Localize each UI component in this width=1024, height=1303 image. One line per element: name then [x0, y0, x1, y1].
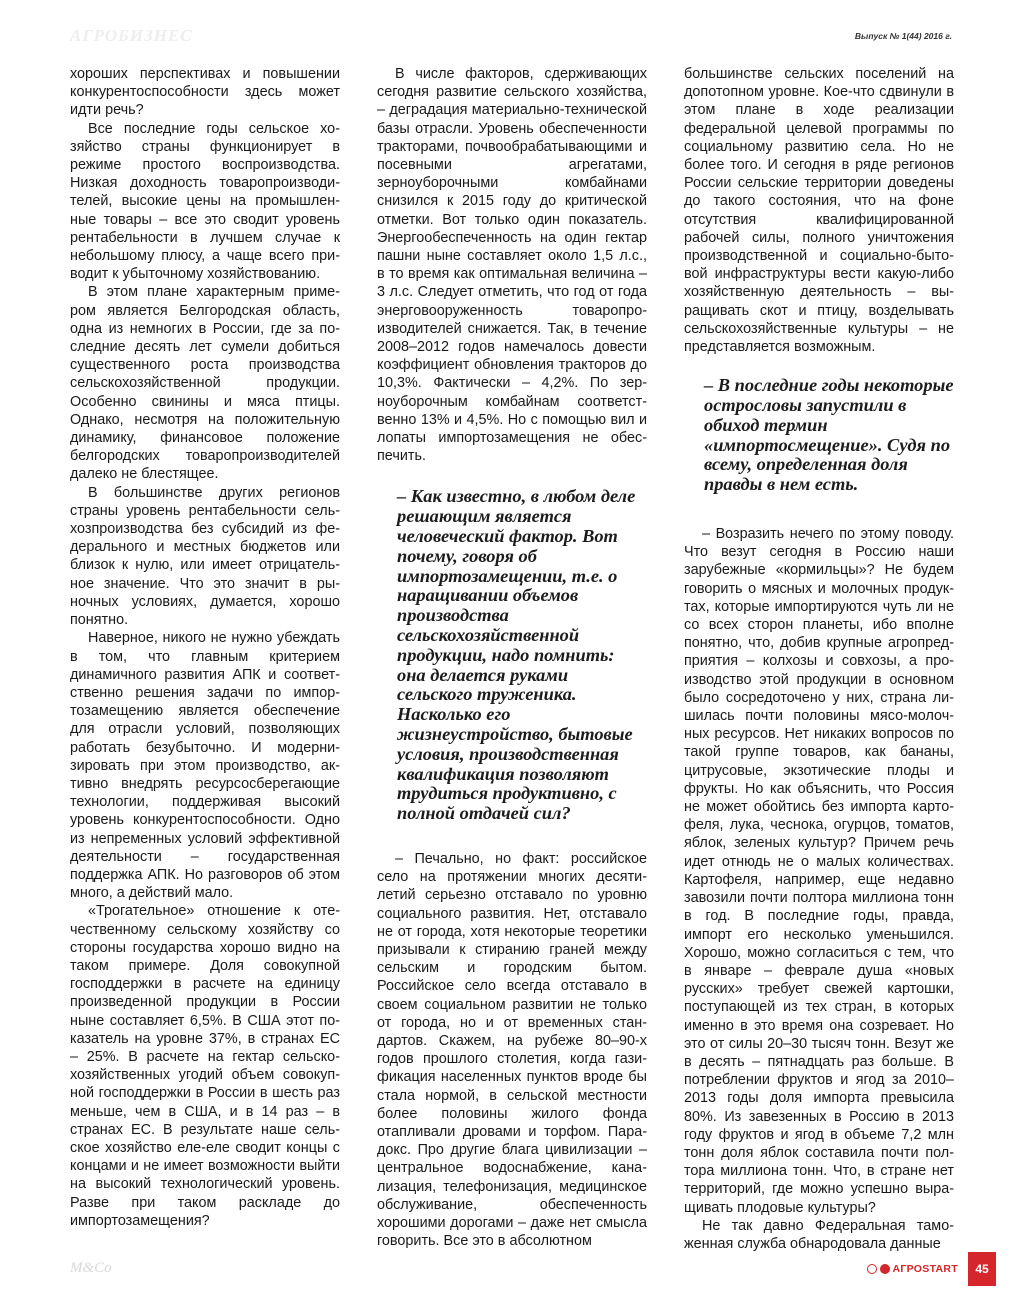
- brand-logo: [867, 1263, 959, 1275]
- paragraph: Наверное, никого не нужно убеждать в том, что главным критерием динамичного развития АПК и соответственно решения задачи по импортозамещению является обеспечение для отрасли условий, позволяющих работать безубыточно. И модернизировать при этом производство, активно внедрять ресурсосберегающие технологии, поддерживая высокий уровень конкурентоспособности. Одно из непременных условий эффективной деятельности – государственная поддержка АПК. Но разговоров об этом много, а действий мало.: [70, 630, 340, 902]
- paragraph: – Печально, но факт: российское село на протяжении многих десятилетий серьезно отставало по уровню социального развития. Нет, отставало не от города, хотя некоторые теоретики призывали к стиранию граней между сельским и городским бытом. Российское село всегда отставало в своем социальном развитии не только от города, но и от временных стандартов. Скажем, на рубеже 80–90-х годов прошлого столетия, когда газификация населенных пунктов вроде бы стала нормой, в сельской местности более половины жилого фонда отапливали дровами и торфом. Парадокс. Про другие блага цивилизации – центральное водоснабжение, канализация, телефонизация, медицинское обслуживание, обеспеченность хорошими дорогами – даже нет смысла говорить. Все это в абсолютном: [377, 851, 647, 1250]
- brand-name: АГРОSTART: [892, 1263, 958, 1275]
- paragraph: большинстве сельских поселений на допотопном уровне. Кое-что сдвинули в этом плане в ходе реализации федеральной целевой программы по социальному развитию села. Но не более того. И сегодня в ряде регионов России сельские территории доведены до такого состояния, что на фоне отсутствия квалифицированной рабочей силы, полного уничтожения производственной и социально-бытовой инфраструктуры вести какую-либо хозяйственную деятельность – выращивать скот и птицу, возделывать сельскохозяйственные культуры – не представляется возможным.: [684, 66, 954, 356]
- column-2: [377, 65, 647, 1250]
- paragraph: – Возразить нечего по этому поводу. Что везут сегодня в Россию наши зарубежные «кормильцы»? Не будем говорить о мясных и молочных продуктах, которые импортируются чуть ли не со всех сторон планеты, ибо вполне понятно, что, добив крупные агропредприятия – колхозы и совхозы, а производство этой продукции в основном было сосредоточено у них, страна лишилась почти половины мясо-молочных ресурсов. Нет никаких вопросов по такой группе товаров, как бананы, цитрусовые, экзотические плоды и фрукты. Но как объяснить, что Россия не может обойтись без импорта картофеля, лука, чеснока, огурцов, томатов, яблок, зеленых культур? Причем речь идет отнюдь не о малых количествах. Картофеля, например, еще недавно завозили почти полтора миллиона тонн в год. В последние годы, правда, импорт его несколько уменьшился. Хорошо, можно согласиться с тем, что в январе – феврале душа «новых русских» требует свежей картошки, поступающей из тех стран, в которых именно в это время она созревает. Но это от силы 20–30 тысяч тонн. Везут же в десять – пятнадцать раз больше. В потреблении фруктов и ягод за 2010–2013 годы доля импорта превысила 80%. Из завезенных в Россию в 2013 году фруктов и ягод в объеме 7,2 млн тонн доля яблок составила почти полтора миллиона тонн. Что, в стране нет территорий, где можно успешно выращивать плодовые культуры?: [684, 526, 954, 1216]
- page-number: 45: [968, 1252, 996, 1286]
- footer-watermark: M&Co: [70, 1260, 112, 1276]
- header-watermark: АГРОБИЗНЕС: [70, 26, 193, 45]
- interview-question: – В последние годы некоторые острословы запустили в обиход термин «импортосмещение». Судя по всему, определенная доля правды в нем есть.: [704, 375, 954, 495]
- interview-question: – Как известно, в любом деле решающим является человеческий фактор. Вот почему, говоря об импортозамещении, т.е. о наращивании объемов производства сельскохозяйственной продукции, надо помнить: она делается руками сельского труженика. Насколько его жизнеустройство, бытовые условия, производственная квалификация позволяют трудиться продуктивно, с полной отдачей сил?: [397, 486, 636, 824]
- issue-label: Выпуск № 1(44) 2016 г.: [854, 31, 952, 41]
- paragraph: Все последние годы сельское хозяйство страны функционирует в режиме простого воспроизводства. Низкая доходность товаропроизводителей, высокие цены на промышленные товары – все это сводит уровень рентабельности в лучшем случае к небольшому плюсу, а чаще всего приводит к убыточному хозяйствованию.: [70, 120, 340, 283]
- paragraph: «Трогательное» отношение к отечественному сельскому хозяйству со стороны государства хорошо видно на таком примере. Доля совокупной господдержки в расчете на единицу произведенной продукции в России ныне составляет 6,5%. В США этот показатель на уровне 37%, в странах ЕС – 25%. В расчете на гектар сельскохозяйственных угодий объем совокупной господдержки в России в шесть раз меньше, чем в США, и в 14 раз – в странах ЕС. В результате наше сельское хозяйство еле-еле сводит концы с концами и не имеет возможности выйти на высокий технологический уровень. Разве при таком раскладе до импортозамещения?: [70, 903, 340, 1229]
- brand-circle-icon: [880, 1264, 890, 1274]
- paragraph: В этом плане характерным примером является Белгородская область, одна из немногих в России, где за последние десять лет сумели добиться существенного роста производства сельскохозяйственной продукции. Особенно свинины и мяса птицы. Однако, несмотря на положительную динамику, финансовое положение белгородских товаропроизводителей далеко не блестящее.: [70, 284, 340, 483]
- column-1: [70, 65, 340, 1230]
- copyright-circle-icon: [867, 1264, 877, 1274]
- paragraph: Не так давно Федеральная таможенная служба обнародовала данные: [684, 1217, 954, 1252]
- column-3: [684, 65, 954, 1253]
- paragraph: В большинстве других регионов страны уровень рентабельности сельхозпроизводства без субсидий из федерального и местных бюджетов или близок к нулю, или имеет отрицательное значение. Что это значит в рыночных условиях, думается, хорошо понятно.: [70, 484, 340, 629]
- paragraph: В числе факторов, сдерживающих сегодня развитие сельского хозяйства, – деградация материально-технической базы отрасли. Уровень обеспеченности тракторами, почвообрабатывающими и посевными агрегатами, зерноуборочными комбайнами снизился к 2015 году до критической отметки. Вот только один показатель. Энергообеспеченность на один гектар пашни ныне составляет около 1,5 л.с., в то время как оптимальная величина – 3 л.с. Следует отметить, что год от года энерговооруженность товаропроизводителей снижается. Так, в течение 2008–2012 годов намечалось довести коэффициент обновления тракторов до 10,3%. Фактически – 4,2%. По зерноуборочным комбайнам соответственно 13% и 4,5%. Но с помощью вил и лопаты импортозамещения не обеспечить.: [377, 66, 647, 465]
- paragraph: хороших перспективах и повышении конкурентоспособности здесь может идти речь?: [70, 66, 340, 119]
